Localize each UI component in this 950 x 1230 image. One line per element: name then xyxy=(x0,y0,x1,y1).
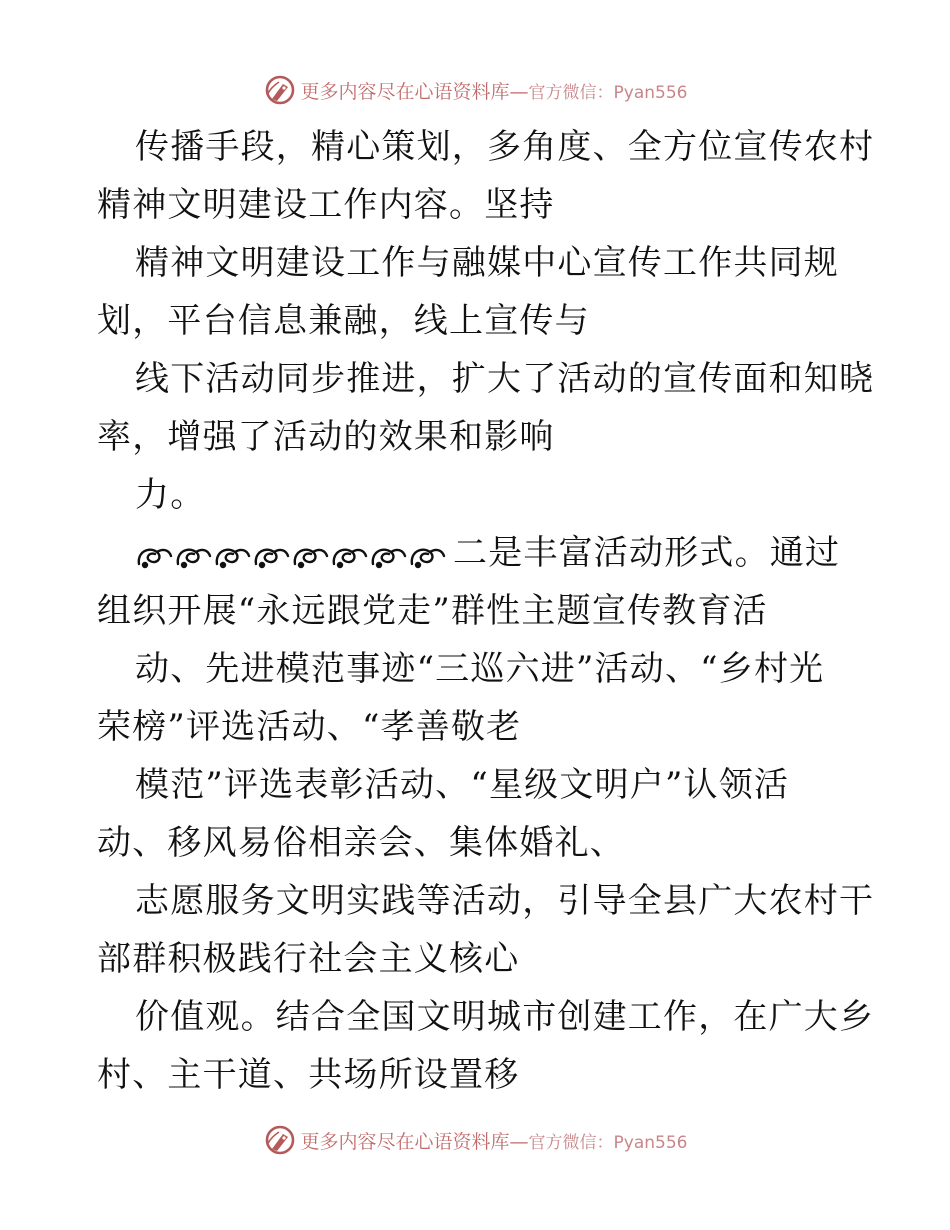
text-line: 组织开展“永远跟党走”群性主题宣传教育活 xyxy=(97,591,768,631)
text-line: 率，增强了活动的效果和影响 xyxy=(97,417,555,457)
text-line: 价值观。结合全国文明城市创建工作，在广大乡 xyxy=(135,997,875,1037)
decorative-swirl-icon xyxy=(135,540,451,570)
header-watermark xyxy=(0,70,950,110)
watermark-wechat-text: 官方微信：Pyan556 xyxy=(528,82,688,103)
text-line: 部群积极践行社会主义核心 xyxy=(97,939,520,979)
text-line: 传播手段，精心策划，多角度、全方位宣传农村 xyxy=(135,127,875,167)
text-line: 动、先进模范事迹“三巡六进”活动、“乡村光 xyxy=(135,649,825,689)
pen-nib-circle-icon xyxy=(263,73,297,107)
text-line: 志愿服务文明实践等活动，引导全县广大农村干 xyxy=(135,881,875,921)
text-line: 动、移风易俗相亲会、集体婚礼、 xyxy=(97,823,625,863)
text-line: 线下活动同步推进，扩大了活动的宣传面和知晓 xyxy=(135,359,875,399)
text-line: 荣榜”评选活动、“孝善敬老 xyxy=(97,707,522,747)
pen-nib-circle-icon xyxy=(263,1123,297,1157)
watermark-site-text: 更多内容尽在心语资料库— xyxy=(300,80,529,103)
text-line: 模范”评选表彰活动、“星级文明户”认领活 xyxy=(135,765,790,805)
footer-watermark xyxy=(0,1120,950,1160)
watermark-wechat-text: 官方微信：Pyan556 xyxy=(528,1132,688,1153)
watermark-site-text: 更多内容尽在心语资料库— xyxy=(300,1130,529,1153)
text-line: 划，平台信息兼融，线上宣传与 xyxy=(97,301,590,341)
text-line: 精神文明建设工作内容。坚持 xyxy=(97,185,555,225)
text-line: 村、主干道、共场所设置移 xyxy=(97,1055,520,1095)
text-line-with-ornament xyxy=(135,531,840,575)
text-line: 力。 xyxy=(135,475,206,515)
text-line: 二是丰富活动形式。通过 xyxy=(453,533,841,573)
text-line: 精神文明建设工作与融媒中心宣传工作共同规 xyxy=(135,243,839,283)
